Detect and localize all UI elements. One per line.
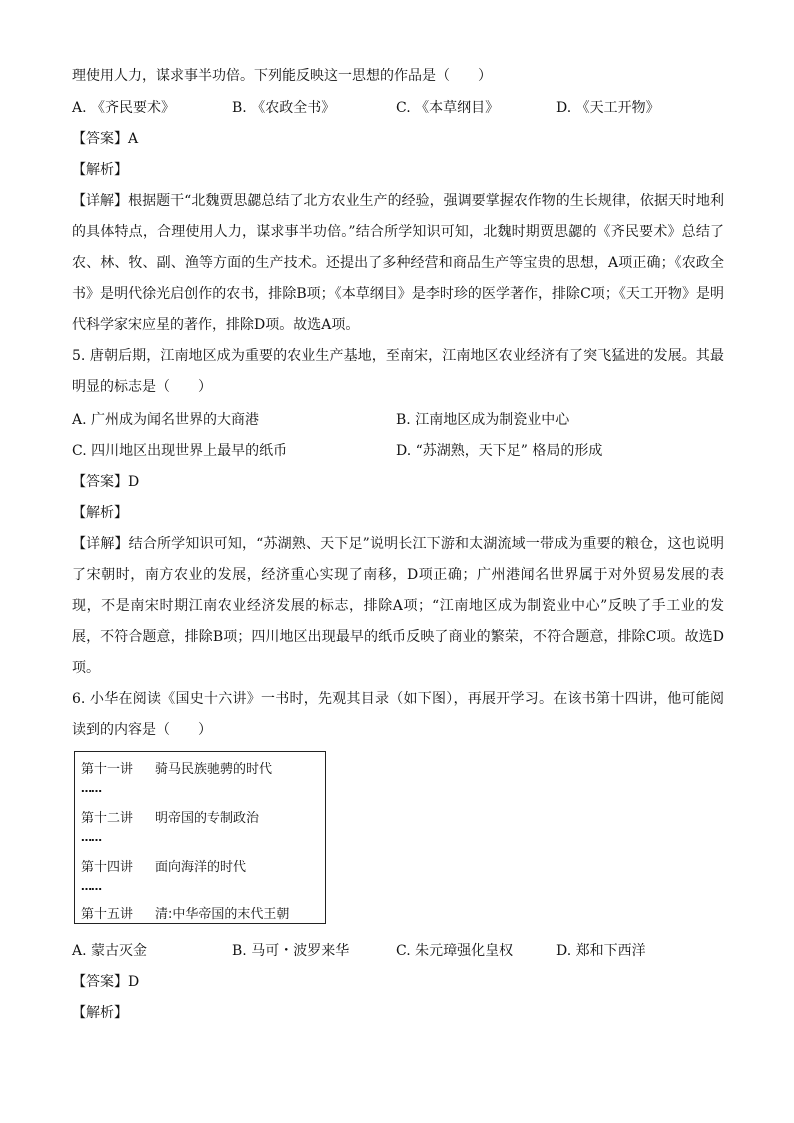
toc-row bbox=[81, 903, 289, 922]
toc-ellipsis: …… bbox=[81, 880, 101, 893]
q6-stem: 6. 小华在阅读《国史十六讲》一书时，先观其目录（如下图），再展开学习。在该书第十四讲，他可能阅读到的内容是（ ） bbox=[72, 691, 724, 738]
toc-chapter: 第十一讲 bbox=[81, 762, 134, 777]
q6-answer: 【答案】D bbox=[72, 974, 140, 990]
toc-title: 面向海洋的时代 bbox=[155, 860, 247, 875]
q5-analysis-label: 【解析】 bbox=[72, 505, 128, 521]
q4-detail: 【详解】根据题干“北魏贾思勰总结了北方农业生产的经验，强调要掌握农作物的生长规律，依据天时地利的具体特点，合理使用人力，谋求事半功倍。”结合所学知识可知，北魏时期贾思勰的《齐民要术》总结了农、林、牧、副、渔等方面的生产技术。还提出了多种经营和商品生产等宝贵的思想，A项正确；《农政全书》是明代徐光启创作的农书，排除B项；《本草纲目》是李时珍的医学著作，排除C项；《天工开物》是明代科学家宋应星的著作，排除D项。故选A项。 bbox=[72, 193, 724, 333]
toc-chapter: 第十四讲 bbox=[81, 860, 134, 875]
toc-chapter: 第十五讲 bbox=[81, 907, 134, 922]
q5-option-a: A. 广州成为闻名世界的大商港 bbox=[72, 412, 260, 428]
toc-ellipsis: …… bbox=[81, 831, 101, 844]
toc-chapter: 第十二讲 bbox=[81, 811, 134, 826]
table-of-contents-box bbox=[74, 751, 326, 924]
q5-stem: 5. 唐朝后期，江南地区成为重要的农业生产基地，至南宋，江南地区农业经济有了突飞猛进的发展。其最明显的标志是（ ） bbox=[72, 348, 724, 395]
q5-detail: 【详解】结合所学知识可知，“苏湖熟、天下足”说明长江下游和太湖流域一带成为重要的粮仓，这也说明了宋朝时，南方农业的发展，经济重心实现了南移，D项正确；广州港闻名世界属于对外贸易发展的表现，不是南宋时期江南农业经济发展的标志，排除A项；“江南地区成为制瓷业中心”反映了手工业的发展，不符合题意，排除B项；四川地区出现最早的纸币反映了商业的繁荣，不符合题意，排除C项。故选D项。 bbox=[72, 536, 724, 676]
toc-row bbox=[81, 807, 259, 826]
toc-ellipsis: …… bbox=[81, 782, 101, 795]
q4-option-a: A. 《齐民要术》 bbox=[72, 100, 176, 116]
q6-option-d: D. 郑和下西洋 bbox=[556, 943, 646, 959]
toc-title: 明帝国的专制政治 bbox=[155, 811, 260, 826]
q4-option-d: D. 《天工开物》 bbox=[556, 100, 660, 116]
q4-option-c: C. 《本草纲目》 bbox=[396, 100, 500, 116]
q4-option-b: B. 《农政全书》 bbox=[232, 100, 336, 116]
q6-option-b: B. 马可・波罗来华 bbox=[232, 943, 350, 959]
toc-title: 骑马民族驰骋的时代 bbox=[155, 762, 273, 777]
q5-option-d: D. “苏湖熟，天下足” 格局的形成 bbox=[396, 443, 603, 459]
q5-answer: 【答案】D bbox=[72, 474, 140, 490]
q4-stem-tail: 理使用人力，谋求事半功倍。下列能反映这一思想的作品是（ ） bbox=[72, 68, 492, 84]
toc-title: 清:中华帝国的末代王朝 bbox=[155, 907, 290, 922]
q4-answer: 【答案】A bbox=[72, 131, 139, 147]
q5-option-b: B. 江南地区成为制瓷业中心 bbox=[396, 412, 570, 428]
q5-option-c: C. 四川地区出现世界上最早的纸币 bbox=[72, 443, 288, 459]
q6-option-a: A. 蒙古灭金 bbox=[72, 943, 148, 959]
toc-row bbox=[81, 856, 246, 875]
q6-option-c: C. 朱元璋强化皇权 bbox=[396, 943, 514, 959]
toc-row bbox=[81, 758, 272, 777]
q6-analysis-label: 【解析】 bbox=[72, 1005, 128, 1021]
q4-analysis-label: 【解析】 bbox=[72, 162, 128, 178]
